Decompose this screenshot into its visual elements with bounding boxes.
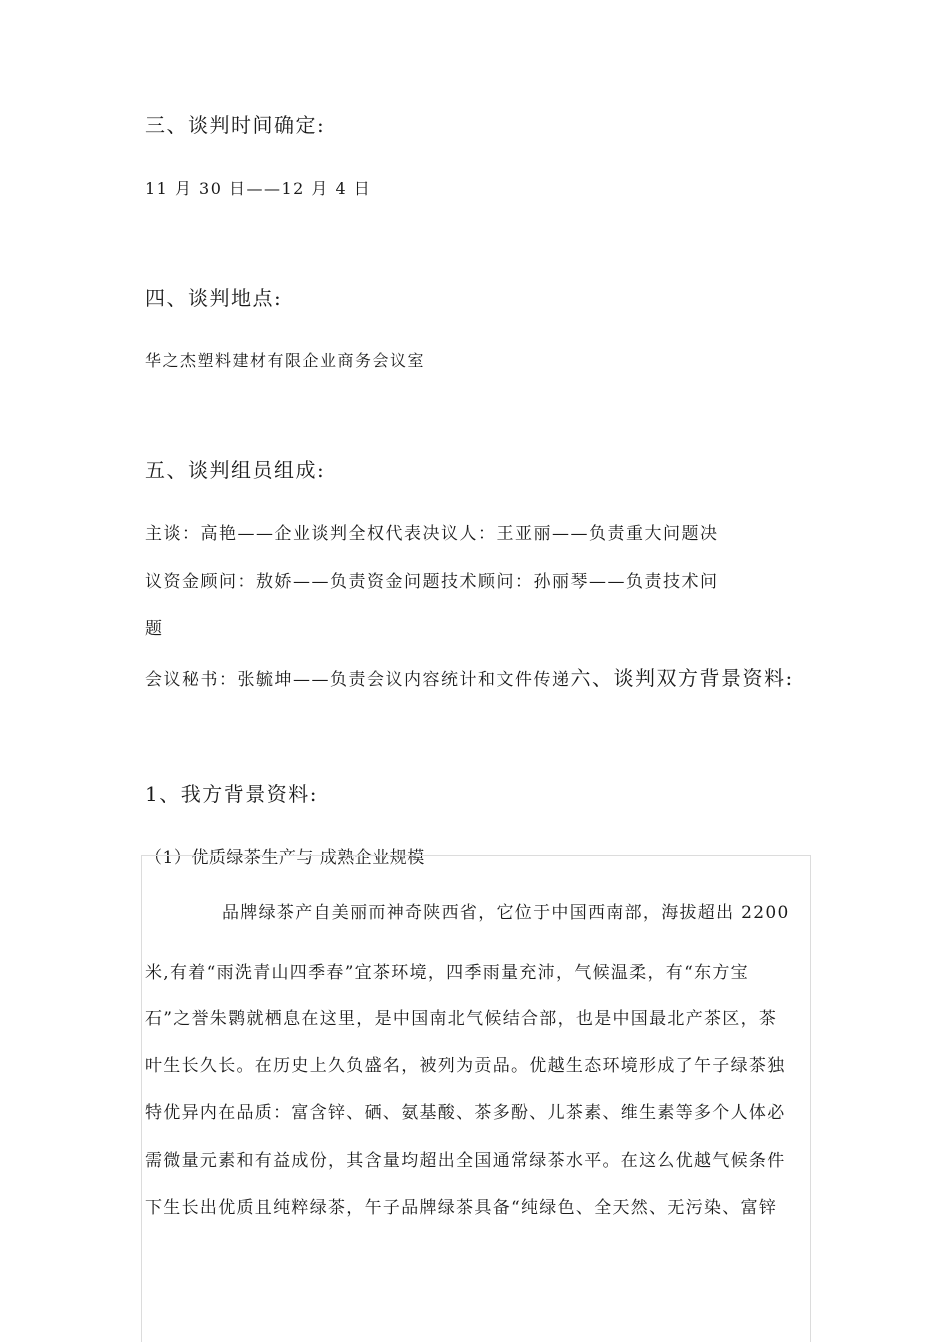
paragraph-line: 米,有着“雨洗青山四季春”宜茶环境，四季雨量充沛，气候温柔，有“东方宝 xyxy=(145,963,749,983)
place-heading: 四、谈判地点: xyxy=(145,286,283,310)
team-line: 题 xyxy=(145,619,164,639)
team-heading: 五、谈判组员组成: xyxy=(145,458,326,482)
team-line: 主谈：高艳——企业谈判全权代表决议人：王亚丽——负责重大问题决 xyxy=(145,524,719,544)
time-value: 11 月 30 日——12 月 4 日 xyxy=(145,179,372,198)
paragraph-line: 品牌绿茶产自美丽而神奇陕西省，它位于中国西南部，海拔超出 2200 xyxy=(222,903,790,923)
paragraph-line: 特优异内在品质：富含锌、硒、氨基酸、茶多酚、儿茶素、维生素等多个人体必 xyxy=(145,1103,786,1123)
time-heading: 三、谈判时间确定: xyxy=(145,113,326,137)
paragraph-line: 下生长出优质且纯粹绿茶，午子品牌绿茶具备“纯绿色、全天然、无污染、富锌 xyxy=(145,1198,778,1218)
background-heading: 六、谈判双方背景资料: xyxy=(570,666,794,690)
team-line: 议资金顾问：敖娇——负责资金问题技术顾问：孙丽琴——负责技术问 xyxy=(145,572,719,592)
secretary-text: 会议秘书：张毓坤——负责会议内容统计和文件传递 xyxy=(145,670,571,690)
secretary-line xyxy=(145,662,794,691)
place-value: 华之杰塑料建材有限企业商务会议室 xyxy=(145,351,426,370)
paragraph-line: 石”之誉朱鹮就栖息在这里，是中国南北气候结合部，也是中国最北产茶区，茶 xyxy=(145,1009,778,1029)
our-background-heading: 1、我方背景资料: xyxy=(145,782,318,806)
paragraph-line: 需微量元素和有益成份，其含量均超出全国通常绿茶水平。在这么优越气候条件 xyxy=(145,1151,786,1171)
paragraph-line: 叶生长久长。在历史上久负盛名，被列为贡品。优越生态环境形成了午子绿茶独 xyxy=(145,1056,786,1076)
subheading: （1）优质绿茶生产与 成熟企业规模 xyxy=(145,848,425,868)
